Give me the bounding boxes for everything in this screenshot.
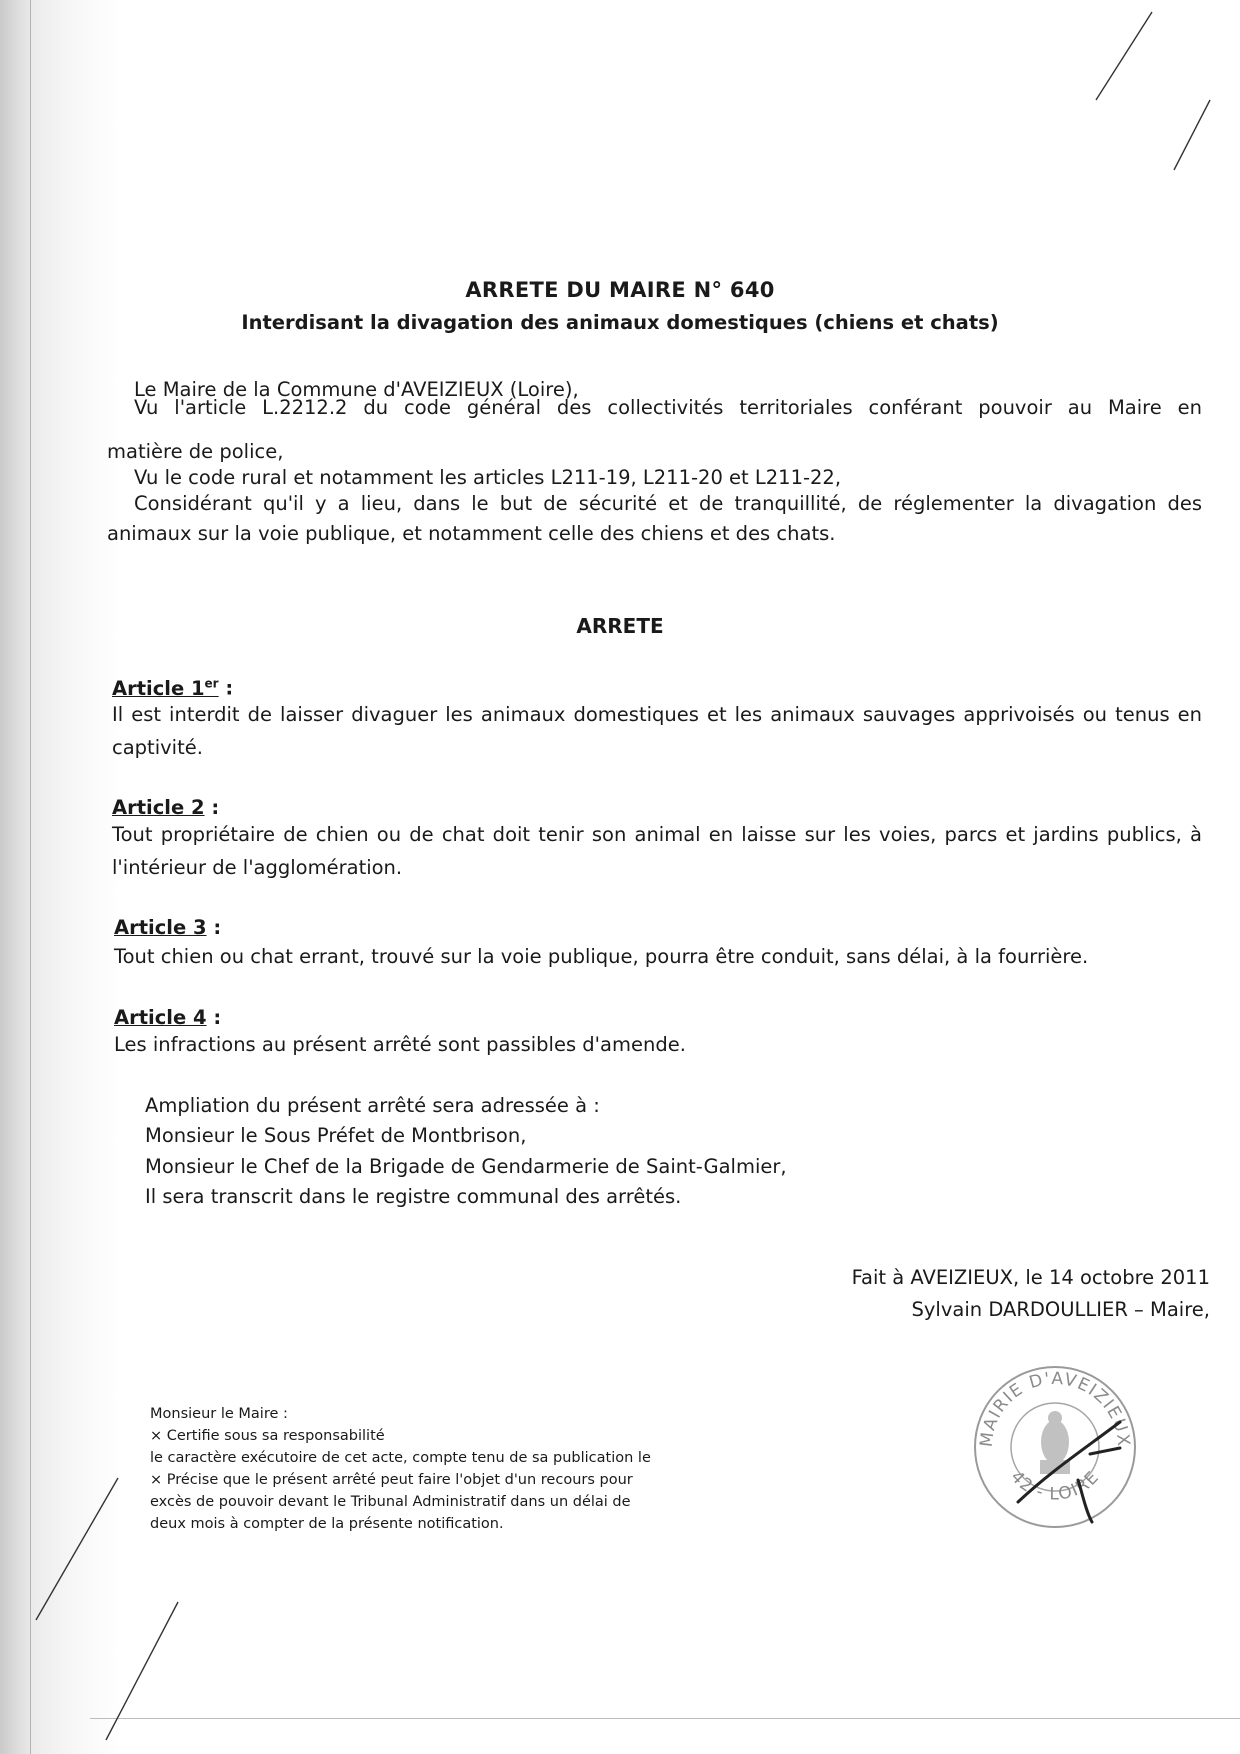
article-2-text: Tout propriétaire de chien ou de chat doit tenir son animal en laisse sur les voies, parcs et jardins publics, à l'intérieur de l'agglomération. (112, 823, 1202, 879)
mayor-line: Le Maire de la Commune d'AVEIZIEUX (Loire), (134, 378, 579, 401)
certification-line: le caractère exécutoire de cet acte, compte tenu de sa publication le (150, 1450, 651, 1466)
article-1-text: Il est interdit de laisser divaguer les animaux domestiques et les animaux sauvages apprivoisés ou tenus en captivité. (112, 703, 1202, 759)
certification-line: Monsieur le Maire : (150, 1406, 288, 1422)
article-1-heading: Article 1er : (112, 676, 234, 700)
article-4-heading: Article 4 : (114, 1006, 222, 1029)
certification-line: excès de pouvoir devant le Tribunal Administratif dans un délai de (150, 1494, 631, 1510)
vu-article-line-1: Vu l'article L.2212.2 du code général des collectivités territoriales conférant pouvoir au Maire en (134, 396, 1202, 419)
distribution-gendarmerie: Monsieur le Chef de la Brigade de Gendarmerie de Saint-Galmier, (145, 1155, 787, 1178)
vu-article-line-2: matière de police, (107, 440, 284, 463)
distribution-sous-prefet: Monsieur le Sous Préfet de Montbrison, (145, 1124, 527, 1147)
certification-note (150, 1403, 651, 1535)
article-2-heading: Article 2 : (112, 796, 220, 819)
article-4-text: Les infractions au présent arrêté sont passibles d'amende. (114, 1033, 686, 1056)
decree-title: ARRETE DU MAIRE N° 640 (465, 278, 775, 302)
decree-subtitle: Interdisant la divagation des animaux domestiques (chiens et chats) (241, 311, 999, 334)
article-3-heading: Article 3 : (114, 916, 222, 939)
article-3-text: Tout chien ou chat errant, trouvé sur la voie publique, pourra être conduit, sans délai, à la fourrière. (114, 945, 1089, 968)
distribution-intro: Ampliation du présent arrêté sera adressée à : (145, 1094, 600, 1117)
certification-line: deux mois à compter de la présente notification. (150, 1516, 504, 1532)
svg-text:42 - LOIRE: 42 - LOIRE (1006, 1467, 1104, 1505)
signature-signatory: Sylvain DARDOULLIER – Maire, (911, 1298, 1210, 1321)
considerant-line-1: Considérant qu'il y a lieu, dans le but de sécurité et de tranquillité, de réglementer la divagation des (134, 492, 1202, 515)
signature-place-date: Fait à AVEIZIEUX, le 14 octobre 2011 (851, 1266, 1210, 1289)
svg-text:MAIRIE D'AVEIZIEUX: MAIRIE D'AVEIZIEUX (976, 1368, 1134, 1449)
certification-line: × Précise que le présent arrêté peut faire l'objet d'un recours pour (150, 1472, 633, 1488)
mairie-stamp-seal (970, 1362, 1140, 1532)
decision-heading: ARRETE (576, 614, 664, 638)
distribution-registre: Il sera transcrit dans le registre communal des arrêtés. (145, 1185, 682, 1208)
considerant-line-2: animaux sur la voie publique, et notamment celle des chiens et des chats. (107, 522, 836, 545)
vu-code-rural: Vu le code rural et notamment les articles L211-19, L211-20 et L211-22, (134, 466, 842, 489)
certification-line: × Certifie sous sa responsabilité (150, 1428, 385, 1444)
